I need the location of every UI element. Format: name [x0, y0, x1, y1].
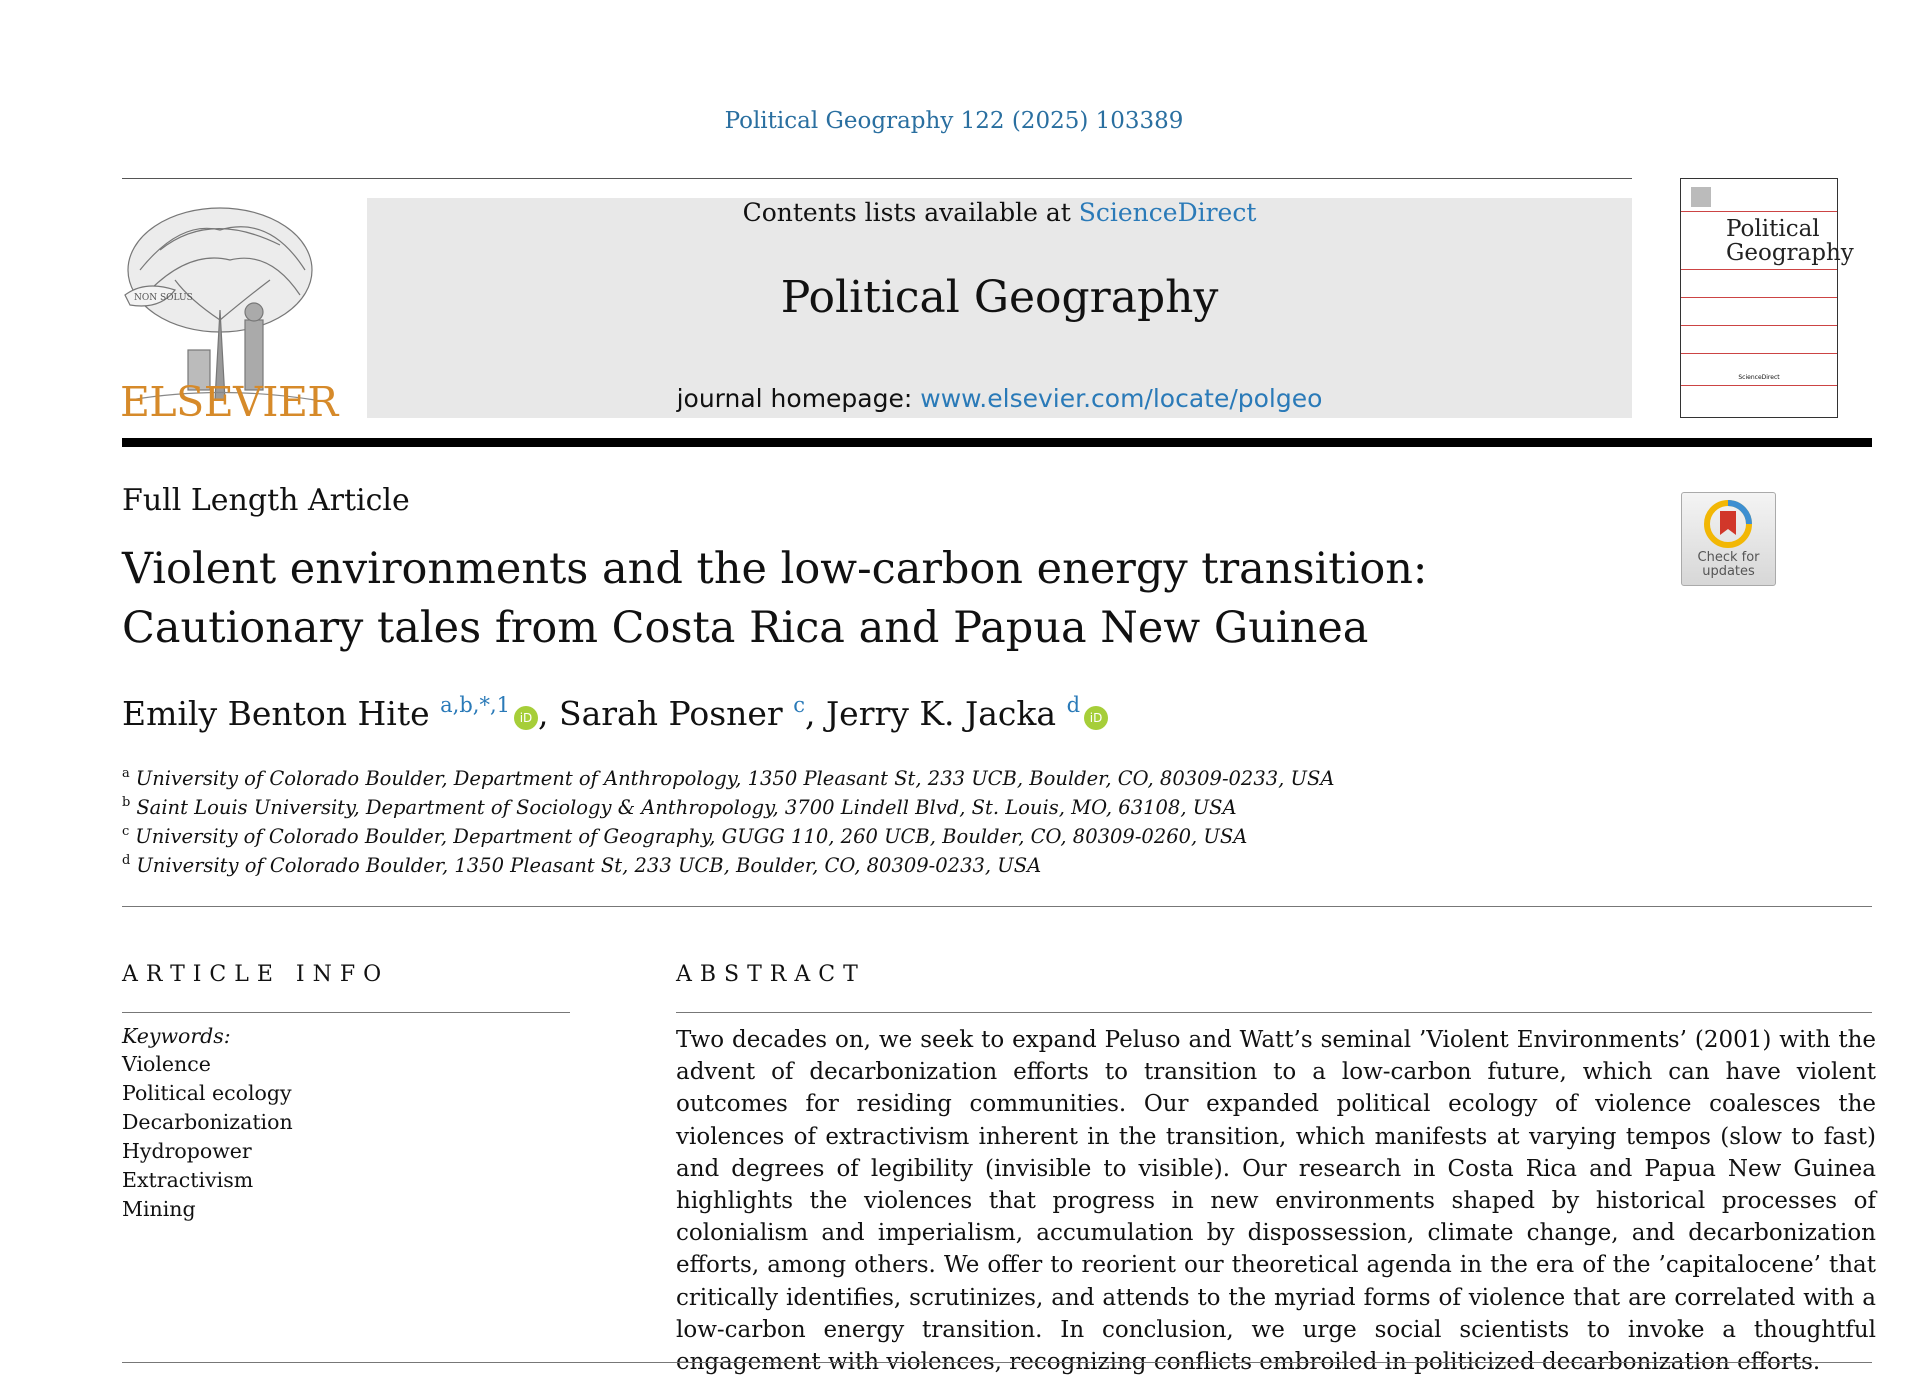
abstract-rule: [676, 1012, 1872, 1013]
cover-footer: ScienceDirect: [1738, 374, 1780, 381]
author-affiliation-marks[interactable]: a,b,*,1: [440, 693, 511, 717]
affiliation-item: [122, 766, 1334, 790]
author-name[interactable]: Jerry K. Jacka: [825, 694, 1057, 733]
author-name[interactable]: Sarah Posner: [559, 694, 783, 733]
homepage-prefix: journal homepage:: [676, 384, 921, 413]
journal-homepage: [367, 384, 1632, 413]
article-info-rule: [122, 1012, 570, 1013]
contents-availability: [367, 198, 1632, 227]
affiliation-text: University of Colorado Boulder, 1350 Pleasant St, 233 UCB, Boulder, CO, 80309-0233, USA: [136, 854, 1042, 877]
keyword-item[interactable]: Hydropower: [122, 1139, 252, 1163]
author-affiliation-marks[interactable]: c: [793, 693, 805, 717]
orcid-icon[interactable]: iD: [514, 706, 538, 730]
abstract-bottom-rule: [122, 1362, 1872, 1363]
affiliation-mark: b: [122, 795, 131, 810]
affiliation-mark: d: [122, 853, 131, 868]
homepage-link[interactable]: www.elsevier.com/locate/polgeo: [920, 384, 1323, 413]
journal-cover-thumbnail[interactable]: [1680, 178, 1854, 418]
logo-banner-text: NON SOLUS: [134, 293, 193, 303]
header-top-rule: [122, 178, 1632, 179]
article-type: Full Length Article: [122, 483, 410, 518]
publisher-name: ELSEVIER: [120, 378, 338, 426]
cover-title-line2: Geography: [1726, 240, 1854, 266]
article-info-heading: ARTICLE INFO: [122, 962, 390, 987]
affiliation-text: Saint Louis University, Department of Sociology & Anthropology, 3700 Lindell Blvd, St. Louis, MO, 63108, USA: [136, 796, 1237, 819]
keyword-item[interactable]: Violence: [122, 1052, 211, 1076]
affiliation-mark: c: [122, 824, 130, 839]
check-for-updates-button[interactable]: [1681, 492, 1776, 586]
affiliations-divider: [122, 906, 1872, 907]
keyword-item[interactable]: Decarbonization: [122, 1110, 293, 1134]
keyword-item[interactable]: Political ecology: [122, 1081, 292, 1105]
affiliation-mark: a: [122, 766, 130, 781]
abstract-text: Two decades on, we seek to expand Peluso and Watt’s seminal ’Violent Environments’ (2001) with the advent of decarbonization efforts to transition to a low-carbon future, which can have violent outcomes for residing communities. Our expanded political ecology of violence coalesces the violences of extractivism inherent in the transition, which manifests at varying tempos (slow to fast) and degrees of legibility (invisible to visible). Our research in Costa Rica and Papua New Guinea highlights the violences that progress in new environments shaped by historical processes of colonialism and imperialism, accumulation by dispossession, climate change, and decarbonization efforts, among others. We offer to reorient our theoretical agenda in the era of the ’capitalocene’ that critically identifies, scrutinizes, and attends to the myriad forms of violence that are correlated with a low-carbon energy transition. In conclusion, we urge social scientists to invoke a thoughtful engagement with violences, recognizing conflicts embroiled in politicized decarbonization efforts.: [676, 1027, 1876, 1376]
abstract-heading: ABSTRACT: [676, 962, 866, 987]
affiliation-item: [122, 795, 1237, 819]
check-updates-line1: Check for: [1697, 550, 1760, 565]
author-separator: ,: [538, 694, 559, 733]
cover-elsevier-icon: [1691, 187, 1711, 207]
author-list: [122, 693, 1108, 733]
check-updates-icon: [1703, 499, 1753, 549]
check-updates-line2: updates: [1702, 564, 1755, 579]
sciencedirect-link[interactable]: ScienceDirect: [1078, 198, 1257, 227]
keyword-item[interactable]: Mining: [122, 1197, 196, 1221]
author-name[interactable]: Emily Benton Hite: [122, 694, 430, 733]
keywords-label: Keywords:: [122, 1024, 231, 1048]
keyword-item[interactable]: Extractivism: [122, 1168, 254, 1192]
header-thick-rule: [122, 438, 1872, 447]
affiliation-text: University of Colorado Boulder, Department of Anthropology, 1350 Pleasant St, 233 UCB, Boulder, CO, 80309-0233, USA: [135, 767, 1335, 790]
author-separator: ,: [804, 694, 826, 733]
affiliation-text: University of Colorado Boulder, Department of Geography, GUGG 110, 260 UCB, Boulder, CO, 80309-0260, USA: [135, 825, 1248, 848]
journal-title: Political Geography: [780, 272, 1219, 323]
affiliation-item: [122, 853, 1041, 877]
cover-title-line1: Political: [1726, 216, 1820, 242]
journal-citation-link[interactable]: Political Geography 122 (2025) 103389: [724, 108, 1184, 134]
contents-prefix: Contents lists available at: [742, 198, 1079, 227]
orcid-icon[interactable]: iD: [1084, 706, 1108, 730]
author-affiliation-marks[interactable]: d: [1066, 693, 1081, 717]
article-title: Violent environments and the low-carbon energy transition: Cautionary tales from Costa Rica and Papua New Guinea: [122, 544, 1428, 653]
affiliation-item: [122, 824, 1247, 848]
